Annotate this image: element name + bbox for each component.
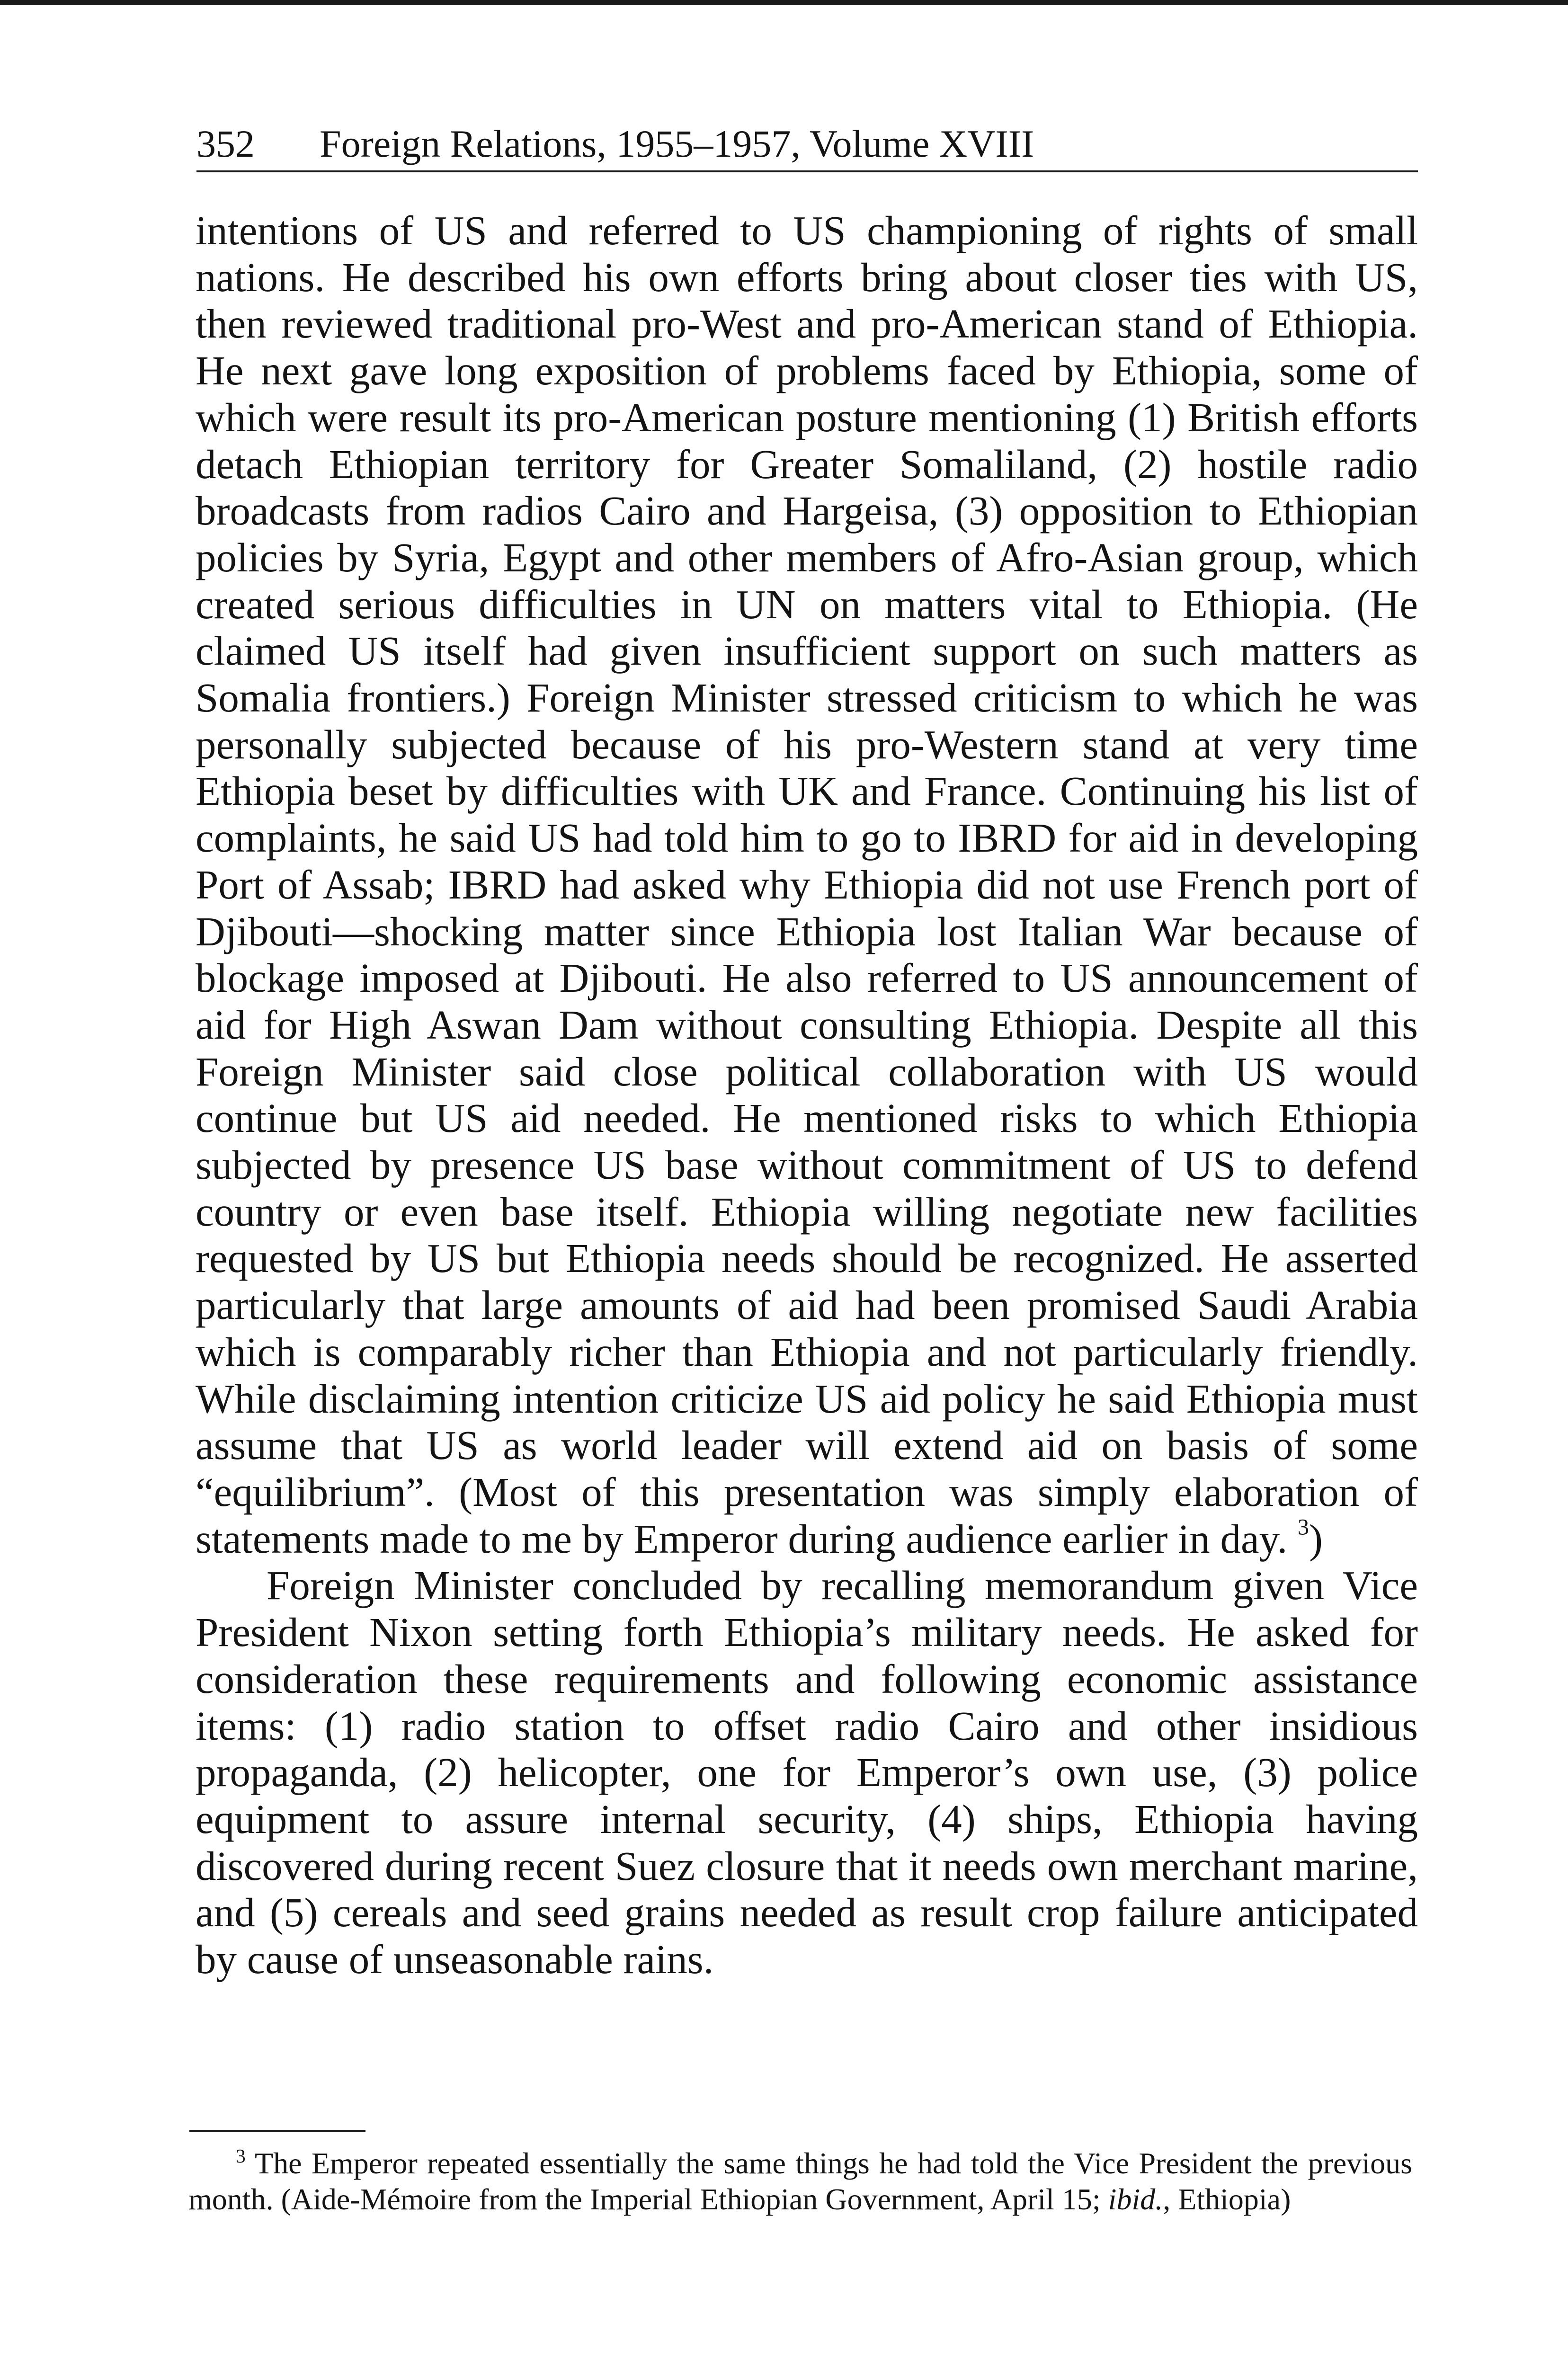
footnote-citation: ibid. <box>1108 2182 1163 2216</box>
footnote-text: The Emperor repeated essentially the same things he had told the Vice President the previous month. (Aide-Mémoire from the Imperial Ethiopian Government, April 15; <box>188 2146 1413 2216</box>
footnote-reference[interactable]: 3 <box>1298 1514 1309 1540</box>
footnote <box>188 2145 1412 2217</box>
paragraph-2: Foreign Minister concluded by recalling memorandum given Vice President Nixon setting forth Ethiopia’s military needs. He asked for consideration these requirements and following economic assistance items: (1) radio station to offset radio Cairo and other insidious propaganda, (2) helicopter, one for Emperor’s own use, (3) police equipment to assure internal security, (4) ships, Ethiopia having discovered during recent Suez closure that it needs own merchant marine, and (5) cereals and seed grains needed as result crop failure anticipated by cause of unseasonable rains. <box>196 1562 1418 1983</box>
scan-top-edge <box>0 0 1568 5</box>
body-text <box>196 207 1418 1983</box>
running-header <box>196 117 1418 172</box>
paragraph-1 <box>196 207 1418 1562</box>
footnote-divider <box>189 2130 365 2132</box>
page-number: 352 <box>196 122 255 165</box>
footnote-text-end: , Ethiopia) <box>1163 2182 1291 2216</box>
paragraph-1-close: ) <box>1309 1515 1323 1562</box>
running-title: Foreign Relations, 1955–1957, Volume XVIII <box>320 122 1034 165</box>
paragraph-1-text: intentions of US and referred to US championing of rights of small nations. He described his own efforts bring about closer ties with US, then reviewed traditional pro-West and pro-American stand of Ethiopia. He next gave long exposition of problems faced by Ethiopia, some of which were result its pro-American posture mentioning (1) British efforts detach Ethiopian territory for Greater Somaliland, (2) hostile radio broadcasts from radios Cairo and Hargeisa, (3) opposition to Ethiopian policies by Syria, Egypt and other members of Afro-Asian group, which created serious difficulties in UN on matters vital to Ethiopia. (He claimed US itself had given insufficient support on such matters as Somalia frontiers.) Foreign Minister stressed criticism to which he was personally subjected because of his pro-Western stand at very time Ethiopia beset by difficulties with UK and France. Continuing his list of complaints, he said US had told him to go to IBRD for aid in developing Port of Assab; IBRD had asked why Ethiopia did not use French port of Djibouti—shocking matter since Ethiopia lost Italian War because of blockage imposed at Djibouti. He also referred to US announcement of aid for High Aswan Dam without consulting Ethiopia. Despite all this Foreign Minister said close political collaboration with US would continue but US aid needed. He mentioned risks to which Ethiopia subjected by presence US base without commitment of US to defend country or even base itself. Ethiopia willing negotiate new facilities requested by US but Ethiopia needs should be recognized. He asserted particularly that large amounts of aid had been promised Saudi Arabia which is comparably richer than Ethiopia and not particularly friendly. While disclaiming intention criticize US aid policy he said Ethiopia must assume that US as world leader will extend aid on basis of some “equilibrium”. (Most of this presentation was simply elaboration of statements made to me by Emperor during audience earlier in day. <box>196 207 1418 1562</box>
footnote-paragraph <box>188 2145 1412 2217</box>
footnote-number: 3 <box>236 2145 246 2167</box>
